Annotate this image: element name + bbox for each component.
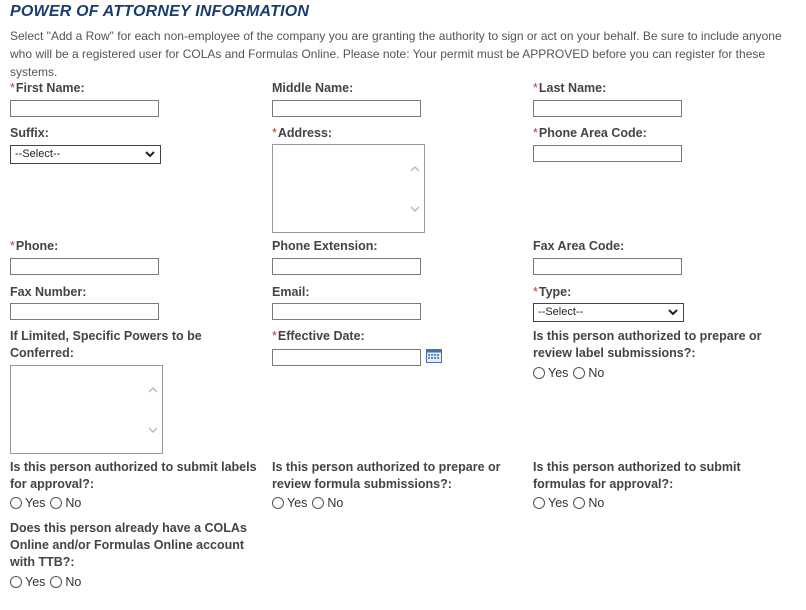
formula-prep-radio-group (272, 496, 348, 510)
radio-button[interactable] (533, 367, 545, 379)
label-prep-radio-group (533, 366, 609, 380)
radio-yes[interactable]: Yes (10, 575, 45, 589)
existing-account-question: Does this person already have a COLAs Online and/or Formulas Online account with TTB?: (10, 521, 247, 569)
specific-powers-textarea[interactable] (10, 365, 163, 454)
suffix-selected: --Select-- (15, 148, 61, 160)
chevron-down-icon[interactable] (409, 203, 421, 215)
phone-extension-input[interactable] (272, 258, 421, 275)
required-marker: * (272, 329, 277, 343)
radio-yes[interactable]: Yes (533, 496, 568, 510)
chevron-up-icon[interactable] (409, 163, 421, 175)
chevron-down-icon (144, 148, 156, 160)
label-submit-radio-group (10, 496, 86, 510)
fax-number-input[interactable] (10, 303, 159, 320)
formula-submit-question: Is this person authorized to submit formulas for approval?: (533, 460, 741, 491)
fax-area-code-input[interactable] (533, 258, 682, 275)
radio-button[interactable] (10, 497, 22, 509)
required-marker: * (272, 126, 277, 140)
calendar-icon[interactable] (426, 349, 442, 363)
radio-button[interactable] (272, 497, 284, 509)
section-intro: Select "Add a Row" for each non-employee of the company you are granting the authority to sign or act on your behalf. Be sure to include anyone who will be a registered user for COLAs and Formulas Online. Please note: Your permit must be APPROVED before you can register for these systems. (10, 29, 782, 79)
phone-label: *Phone: (10, 239, 59, 253)
label-submit-question: Is this person authorized to submit labels for approval?: (10, 460, 257, 491)
type-select[interactable] (533, 303, 684, 322)
radio-no[interactable]: No (573, 366, 604, 380)
radio-button[interactable] (50, 497, 62, 509)
email-label: Email: (272, 285, 310, 299)
phone-extension-label: Phone Extension: (272, 239, 378, 253)
radio-button[interactable] (312, 497, 324, 509)
last-name-input[interactable] (533, 100, 682, 117)
specific-powers-label: If Limited, Specific Powers to be Conferred: (10, 329, 202, 360)
radio-button[interactable] (50, 576, 62, 588)
first-name-input[interactable] (10, 100, 159, 117)
chevron-down-icon[interactable] (147, 424, 159, 436)
effective-date-label: *Effective Date: (272, 329, 365, 343)
radio-yes[interactable]: Yes (533, 366, 568, 380)
fax-area-code-label: Fax Area Code: (533, 239, 625, 253)
radio-no[interactable]: No (573, 496, 604, 510)
radio-yes[interactable]: Yes (10, 496, 45, 510)
required-marker: * (10, 81, 15, 95)
existing-account-radio-group (10, 575, 86, 589)
suffix-select[interactable] (10, 145, 161, 164)
radio-no[interactable]: No (50, 575, 81, 589)
address-textarea[interactable] (272, 144, 425, 233)
radio-button[interactable] (10, 576, 22, 588)
label-prep-question: Is this person authorized to prepare or review label submissions?: (533, 329, 762, 360)
chevron-down-icon (667, 306, 679, 318)
radio-button[interactable] (573, 367, 585, 379)
phone-input[interactable] (10, 258, 159, 275)
address-label: *Address: (272, 126, 333, 140)
phone-area-code-input[interactable] (533, 145, 682, 162)
formula-submit-radio-group (533, 496, 609, 510)
type-selected: --Select-- (538, 306, 584, 318)
effective-date-input[interactable] (272, 349, 421, 366)
radio-no[interactable]: No (312, 496, 343, 510)
chevron-up-icon[interactable] (147, 384, 159, 396)
last-name-label: *Last Name: (533, 81, 607, 95)
required-marker: * (10, 239, 15, 253)
phone-area-code-label: *Phone Area Code: (533, 126, 647, 140)
required-marker: * (533, 285, 538, 299)
radio-button[interactable] (533, 497, 545, 509)
middle-name-label: Middle Name: (272, 81, 354, 95)
suffix-label: Suffix: (10, 126, 49, 140)
email-input[interactable] (272, 303, 421, 320)
type-label: *Type: (533, 285, 572, 299)
radio-button[interactable] (573, 497, 585, 509)
radio-yes[interactable]: Yes (272, 496, 307, 510)
formula-prep-question: Is this person authorized to prepare or review formula submissions?: (272, 460, 501, 491)
first-name-label: *First Name: (10, 81, 85, 95)
required-marker: * (533, 81, 538, 95)
required-marker: * (533, 126, 538, 140)
fax-number-label: Fax Number: (10, 285, 87, 299)
radio-no[interactable]: No (50, 496, 81, 510)
middle-name-input[interactable] (272, 100, 421, 117)
section-title: POWER OF ATTORNEY INFORMATION (10, 3, 310, 20)
